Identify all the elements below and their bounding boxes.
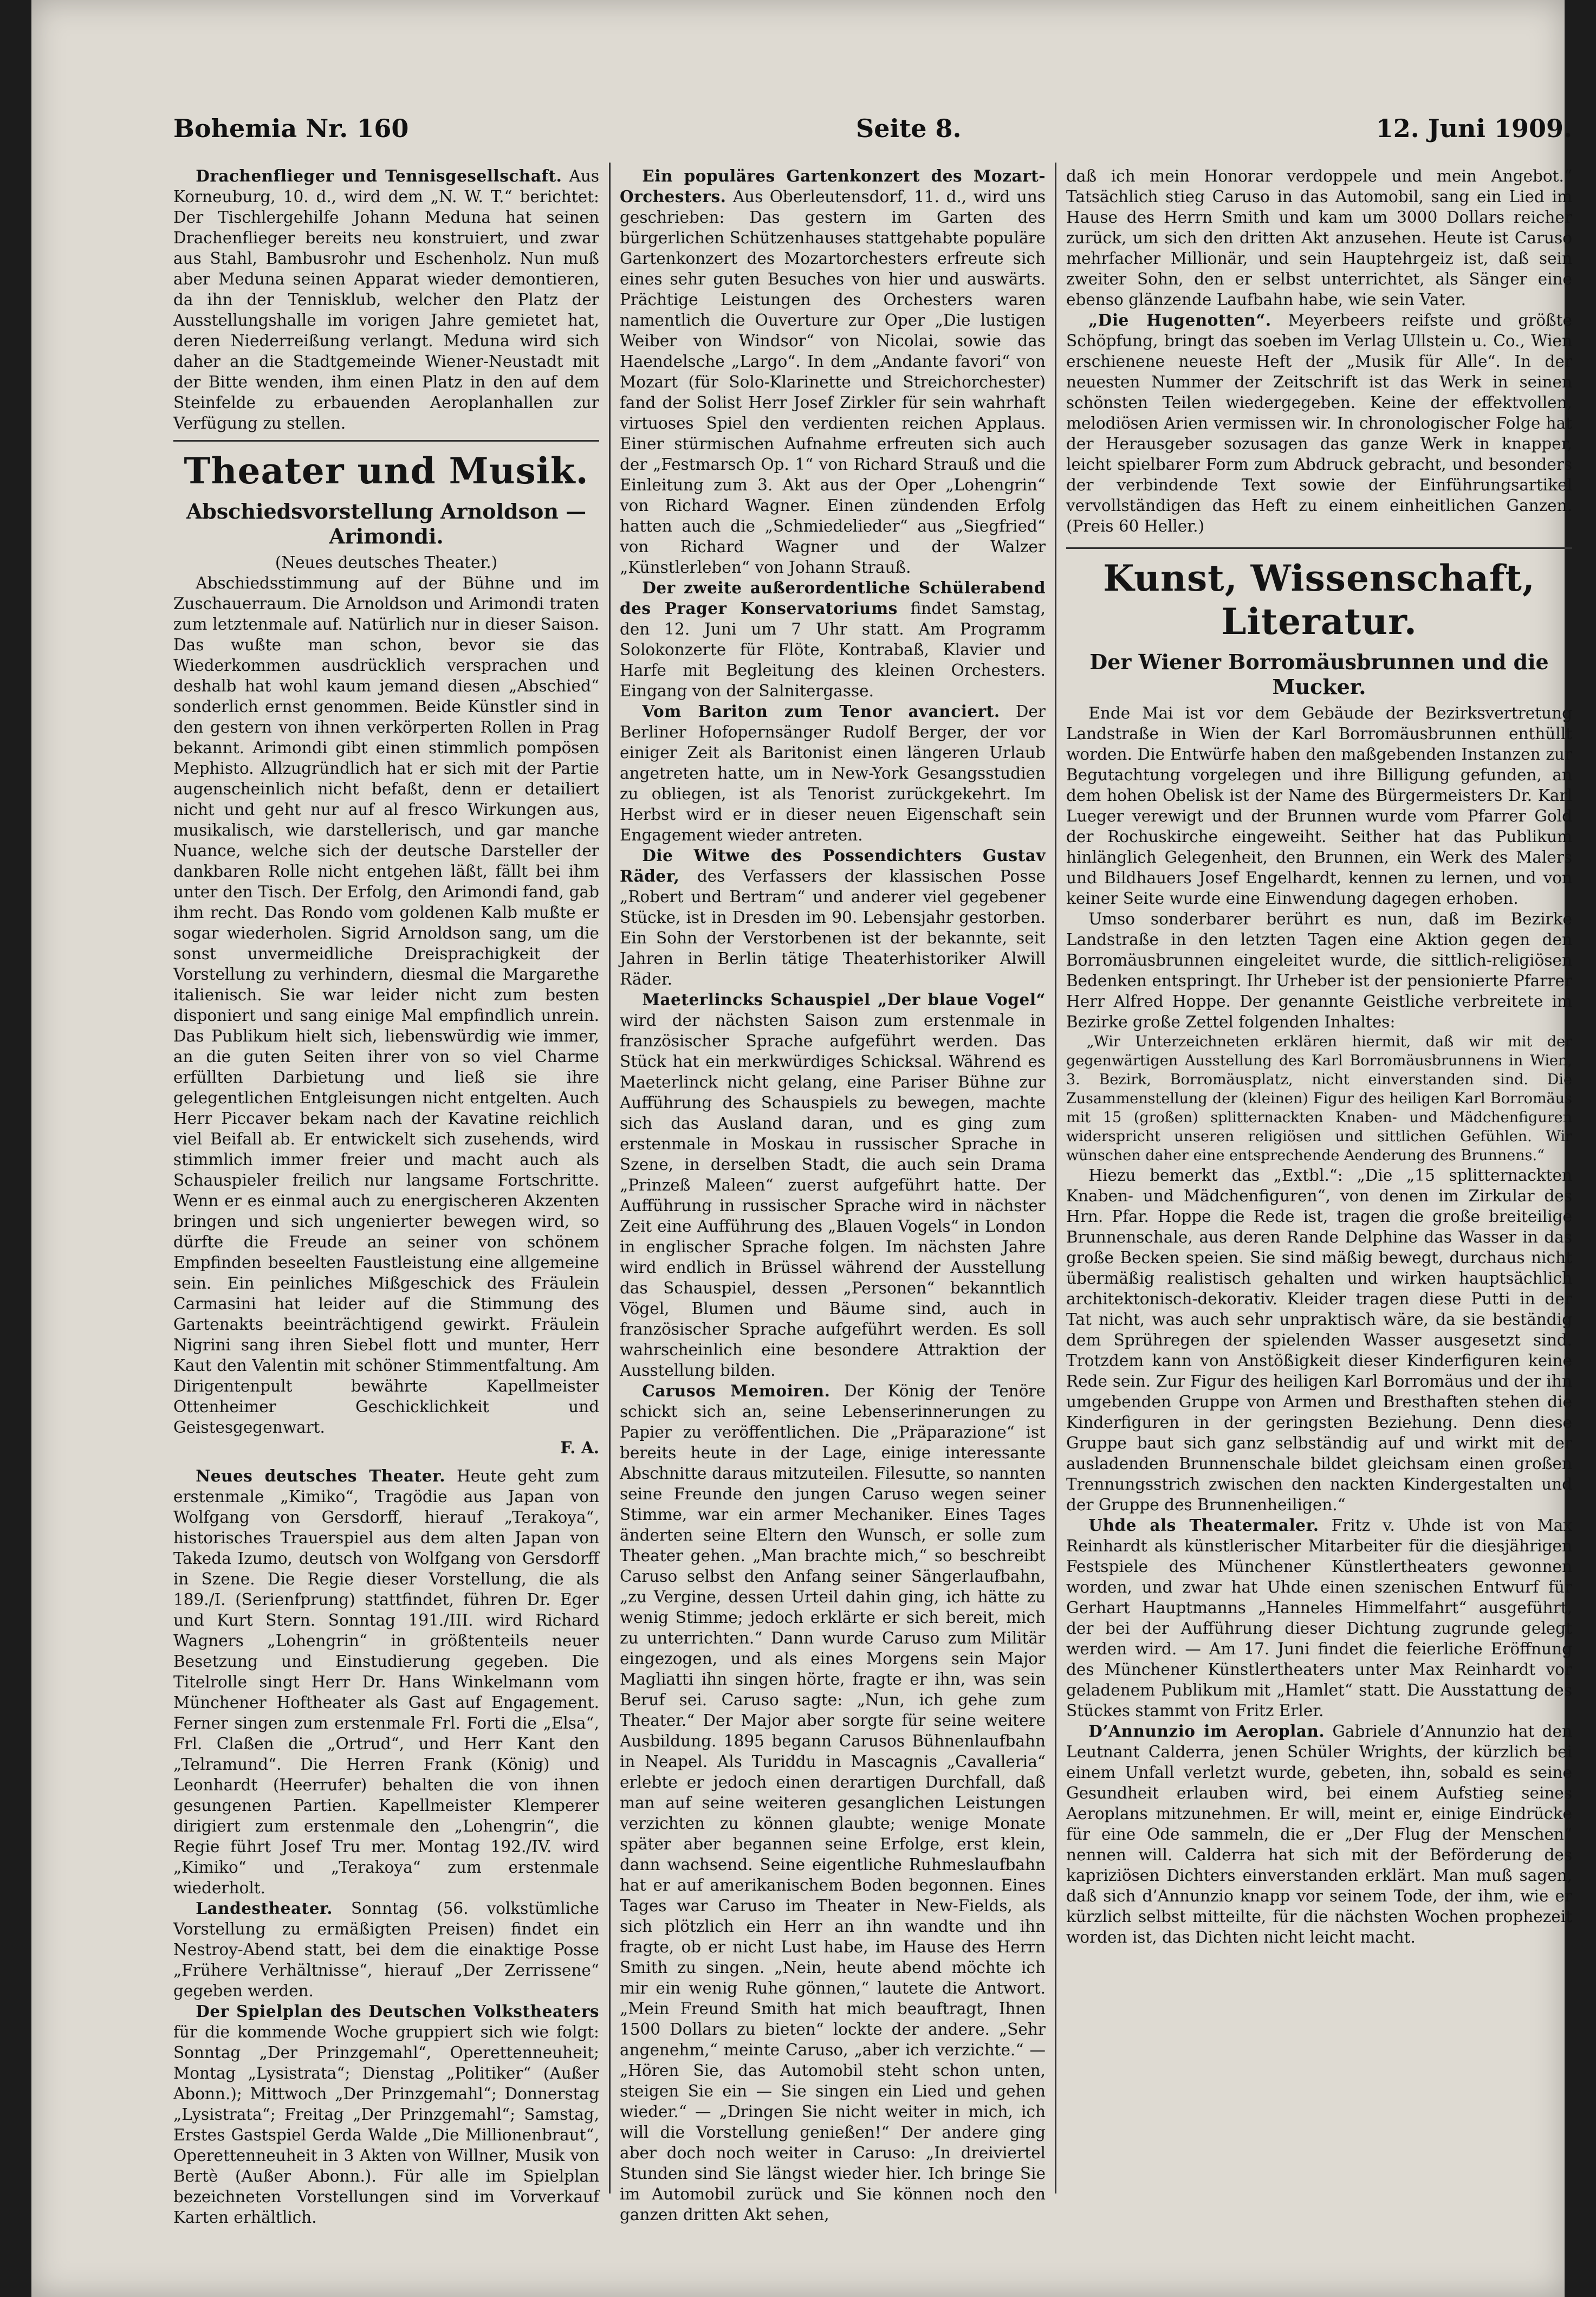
article-body-borromaeus-3: Hiezu bemerkt das „Extbl.“: „Die „15 splitternackten Knaben- und Mädchenfiguren“, von denen im Zirkular des Hrn. Pfar. Hoppe die Rede ist, tragen die große breiteilige Brunnenschale, aus deren Rande Delphine das Wasser in das große Becken speien. Sie sind mäßig bewegt, durchaus nicht übermäßig realistisch gehalten und wirken hauptsächlich architektonisch-dekorativ. Kleider tragen diese Putti in der Tat nicht, was auch sehr unpraktisch wäre, da sie beständig dem Sprühregen der spielenden Wasser ausgesetzt sind. Trotzdem kann von Anstößigkeit dieser Kinderfiguren keine Rede sein. Zur Figur des heiligen Karl Borromäus und der ihn umgebenden Gruppe von Armen und Bresthaften stehen die Kinderfiguren in der geringsten Beziehung. Denn diese Gruppe baut sich ganz selbständig auf und wirkt mit der ausladenden Brunnenschale bildet gleichsam einen großen Trennungsstrich zwischen den nackten Kindergestalten und der Gruppe des Brunnenheiligen.“ — [1066, 1166, 1572, 1514]
article-heading: Die Witwe des Possendichters Gustav Räder, — [620, 846, 1046, 885]
article-uhde — [1066, 1515, 1572, 1721]
article-drachenflieger — [173, 166, 599, 433]
column-left — [173, 166, 599, 2227]
article-quote-borromaeus: „Wir Unterzeichneten erklären hiermit, daß wir mit der gegenwärtigen Ausstellung des Karl Borromäusbrunnens in Wien, 3. Bezirk, Borromäusplatz, nicht einverstanden sind. Die Zusammenstellung der (kleinen) Figur des heiligen Karl Borromäus mit 15 (großen) splitternackten Knaben- und Mädchenfiguren widerspricht unseren religiösen und sittlichen Gefühlen. Wir wünschen daher eine entsprechende Aenderung des Brunnens.“ — [1066, 1033, 1572, 1164]
section-divider — [1066, 547, 1572, 549]
article-subtitle: (Neues deutsches Theater.) — [275, 553, 498, 572]
newspaper-page — [31, 0, 1572, 2297]
article-heading: Der Spielplan des Deutschen Volkstheaters — [196, 2002, 599, 2021]
section-divider — [173, 440, 599, 442]
article-heading: Maeterlincks Schauspiel „Der blaue Vogel“ — [642, 990, 1046, 1009]
page-header — [173, 114, 1572, 152]
article-body-borromaeus-1: Ende Mai ist vor dem Gebäude der Bezirksvertretung Landstraße in Wien der Karl Borromäusbrunnen enthüllt worden. Die Entwürfe haben den maßgebenden Instanzen zur Begutachtung vorgelegen und ihre Billigung gefunden, an dem hohen Obelisk ist der Name des Bürgermeisters Dr. Karl Lueger verewigt und der Brunnen wurde vom Pfarrer Gold der Rochuskirche eingeweiht. Seither hat das Publikum hinlänglich Gelegenheit, den Brunnen, ein Werk des Malers und Bildhauers Josef Engelhardt, kennen zu lernen, und von keiner Seite wurde eine Einwendung dagegen erhoben. — [1066, 704, 1572, 908]
article-title-borromaeus: Der Wiener Borromäusbrunnen und die Mucker. — [1089, 650, 1549, 699]
article-heading: „Die Hugenotten“. — [1088, 310, 1271, 329]
article-caruso — [620, 1381, 1046, 2225]
article-title-abschied: Abschiedsvorstellung Arnoldson — Arimondi. — [186, 499, 587, 548]
header-newspaper-issue: Bohemia Nr. 160 — [173, 114, 409, 143]
article-heading: Drachenflieger und Tennisgesellschaft. — [196, 166, 562, 185]
article-body: Sonntag (56. volkstümliche Vorstellung zu ermäßigten Preisen) findet ein Nestroy-Abend statt, bei dem die einaktige Posse „Frühere Verhältnisse“, hierauf „Der Zerrissene“ gegeben werden. — [173, 1899, 599, 2000]
article-body: Aus Oberleutensdorf, 11. d., wird uns geschrieben: Das gestern im Garten des bürgerlichen Schützenhauses stattgehabte populäre Gartenkonzert des Mozartorchesters erfreute sich eines sehr guten Besuches von hier und auswärts. Prächtige Leistungen des Orchesters waren namentlich die Ouverture zur Oper „Die lustigen Weiber von Windsor“ von Nicolai, sowie das Haendelsche „Largo“. In dem „Andante favori“ von Mozart (für Solo-Klarinette und Streichorchester) fand der Solist Herr Josef Zirkler für sein wahrhaft virtuoses Spiel den verdienten reichen Applaus. Einer stürmischen Aufnahme erfreuten sich auch der „Festmarsch Op. 1“ von Richard Strauß und die Einleitung zum 3. Akt aus der Oper „Lohengrin“ von Richard Wagner. Einen zündenden Erfolg hatten auch die „Schmiedelieder“ aus „Siegfried“ von Richard Wagner und der Walzer „Künstlerleben“ von Johann Strauß. — [620, 187, 1046, 577]
article-body: findet Samstag, den 12. Juni um 7 Uhr statt. Am Programm Solokonzerte für Flöte, Kontrabaß, Klavier und Harfe mit Begleitung des kleinen Orchesters. Eingang von der Salnitergasse. — [620, 599, 1046, 700]
article-body: Gabriele d’Annunzio hat den Leutnant Calderra, jenen Schüler Wrights, der kürzlich bei einem Unfall verletzt wurde, gebeten, ihn, sobald es seine Gesundheit erlauben wird, bei einem Aufstieg seines Aeroplans mitzunehmen. Er will, meint er, einige Eindrücke für eine Ode sammeln, die er „Der Flug der Menschen“ nennen will. Calderra hat sich mit der Beförderung des kapriziösen Dichters einverstanden erklärt. Man muß sagen, daß sich d’Annunzio knapp vor seinem Tode, der ihm, wie er kürzlich selbst mitteilte, für die nächsten Wochen prophezeit worden ist, das Dichten nicht leicht macht. — [1066, 1722, 1572, 1946]
column-rule-2 — [1055, 163, 1056, 2194]
article-body: Der König der Tenöre schickt sich an, seine Lebenserinnerungen zu Papier zu veröffentlichen. Die „Präparazione“ ist bereits heute in der Lage, einige interessante Abschnitte daraus mitzuteilen. Filesutte, so nannten seine Freunde den jungen Caruso wegen seiner Stimme, war ein armer Mechaniker. Eines Tages änderten seine Eltern den Wunsch, er solle zum Theater gehen. „Man brachte mich,“ so beschreibt Caruso selbst den Anfang seiner Sängerlaufbahn, „zu Vergine, dessen Urteil dahin ging, ich hätte zu wenig Stimme; jedoch erklärte er sich bereit, mich zu unterrichten.“ Dann wurde Caruso zum Militär eingezogen, und als eines Morgens sein Major Magliatti ihn singen hörte, fragte er ihn, was sein Beruf sei. Caruso sagte: „Nun, ich gehe zum Theater.“ Der Major aber sorgte für seine weitere Ausbildung. 1895 begann Carusos Bühnenlaufbahn in Neapel. Als Turiddu in Mascagnis „Cavalleria“ erlebte er jedoch einen derartigen Durchfall, daß man auf seine weiteren gesanglichen Leistungen verzichten zu können glaubte; wenige Monate später aber begannen seine Erfolge, erst klein, dann wachsend. Seine eigentliche Ruhmeslaufbahn hat er auf amerikanischem Boden begonnen. Eines Tages war Caruso im Theater in New-Fields, als sich plötzlich ein Herr an ihn wandte und ihn fragte, ob er nicht Lust habe, im Hause des Herrn Smith zu singen. „Nein, heute abend möchte ich mir ein wenig Ruhe gönnen,“ lautete die Antwort. „Mein Freund Smith hat mich beauftragt, Ihnen 1500 Dollars zu bieten“ lockte der andere. „Sehr angenehm,“ meinte Caruso, „aber ich verzichte.“ — „Hören Sie, das Automobil steht schon unten, steigen Sie ein — Sie singen ein Lied und gehen wieder.“ — „Dringen Sie nicht weiter in mich, ich will die Vorstellung genießen!“ Der andere ging aber doch noch weiter in Caruso: „In dreiviertel Stunden sind Sie längst wieder hier. Ich bringe Sie im Automobil zurück und Sie können noch den ganzen dritten Akt sehen, — [620, 1382, 1046, 2224]
article-witwe — [620, 845, 1046, 989]
article-heading: Neues deutsches Theater. — [196, 1466, 446, 1485]
article-heading: Uhde als Theatermaler. — [1088, 1516, 1319, 1535]
article-heading: Ein populäres Gartenkonzert des Mozart-Orchesters. — [620, 166, 1046, 206]
article-signature: F. A. — [560, 1438, 599, 1457]
article-body: Heute geht zum erstenmale „Kimiko“, Tragödie aus Japan von Wolfgang von Gersdorff, hierauf „Terakoya“, historisches Trauerspiel aus dem alten Japan von Takeda Izumo, deutsch von Wolfgang von Gersdorff in Szene. Die Regie dieser Vorstellung, die als 189./I. (Serienfprung) stattfindet, führen Dr. Eger und Kurt Stern. Sonntag 191./III. wird Richard Wagners „Lohengrin“ in größtenteils neuer Besetzung und Einstudierung gegeben. Die Titelrolle singt Herr Dr. Hans Winkelmann vom Münchener Hoftheater als Gast auf Engagement. Ferner singen zum erstenmale Frl. Forti die „Elsa“, Frl. Claßen die „Ortrud“, und Herr Kant den „Telramund“. Die Herren Frank (König) und Leonhardt (Heerrufer) behalten die von ihnen gesungenen Partien. Kapellmeister Klemperer dirigiert zum erstenmale den „Lohengrin“, die Regie führt Josef Tru mer. Montag 192./IV. wird „Kimiko“ und „Terakoya“ zum erstenmale wiederholt. — [173, 1467, 599, 1897]
article-hugenotten — [1066, 310, 1572, 536]
article-body: Fritz v. Uhde ist von Max Reinhardt als künstlerischer Mitarbeiter für die diesjährigen Festspiele des Münchener Künstlertheaters gewonnen worden, und zwar hat Uhde einen szenischen Entwurf für Gerhart Hauptmanns „Hanneles Himmelfahrt“ ausgeführt, der bei der Aufführung dieser Dichtung zugrunde gelegt werden wird. — Am 17. Juni findet die feierliche Eröffnung des Münchener Künstlertheaters unter Max Reinhardt vor geladenem Publikum mit „Hamlet“ statt. Die Ausstattung des Stückes stammt von Fritz Erler. — [1066, 1516, 1572, 1720]
section-title-kunst: Kunst, Wissenschaft, Literatur. — [1103, 557, 1535, 643]
article-heading: Der zweite außerordentliche Schülerabend des Prager Konservatoriums — [620, 578, 1046, 618]
article-caruso-continued: daß ich mein Honorar verdoppele und mein Angebot.“ Tatsächlich stieg Caruso in das Automobil, sang ein Lied im Hause des Herrn Smith und kam um 3000 Dollars reicher zurück, um sich den dritten Akt anzusehen. Heute ist Caruso mehrfacher Millionär, und sein Hauptehrgeiz ist, daß sein zweiter Sohn, den er selbst unterrichtet, als Sänger eine ebenso glänzende Laufbahn habe, wie sein Vater. — [1066, 167, 1572, 309]
column-middle — [620, 166, 1046, 2224]
column-right — [1066, 166, 1572, 2192]
article-heading: Carusos Memoiren. — [642, 1381, 831, 1400]
header-page-number: Seite 8. — [856, 114, 962, 143]
article-heading: Landestheater. — [196, 1899, 333, 1918]
article-gartenkonzert — [620, 166, 1046, 578]
article-heading: Vom Bariton zum Tenor avanciert. — [642, 702, 1000, 721]
article-bariton — [620, 701, 1046, 845]
article-neues-theater — [173, 1466, 599, 1898]
article-dannunzio — [1066, 1721, 1572, 1947]
article-maeterlinck — [620, 989, 1046, 1381]
article-body-abschied: Abschiedsstimmung auf der Bühne und im Zuschauerraum. Die Arnoldson und Arimondi traten zum letztenmale auf. Natürlich nur in dieser Saison. Das wußte man schon, bevor sie das Wiederkommen ausdrücklich versprachen und deshalb hat wohl kaum jemand diesen „Abschied“ sonderlich ernst genommen. Beide Künstler sind in den gestern von ihnen verkörperten Rollen in Prag bekannt. Arimondi gibt einen stimmlich pompösen Mephisto. Allzugründlich hat er sich mit der Partie augenscheinlich nicht befaßt, denn er detailiert nicht und geht nur auf al fresco Wirkungen aus, musikalisch, wie darstellerisch, und gar manche Nuance, welche sich der deutsche Darsteller der dankbaren Rolle nicht entgehen läßt, fällt bei ihm unter den Tisch. Der Erfolg, den Arimondi fand, gab ihm recht. Das Rondo vom goldenen Kalb mußte er sogar wiederholen. Sigrid Arnoldson sang, um die sonst unvermeidliche Dreisprachigkeit der Vorstellung zu verhindern, diesmal die Margarethe italienisch. Sie war leider nicht zum besten disponiert und sang einige Mal empfindlich unrein. Das Publikum hielt sich, liebenswürdig wie immer, an die guten Seiten ihrer von so viel Charme erfüllten Darbietung und ließ sie ihre gelegentlichen Entgleisungen nicht entgelten. Auch Herr Piccaver bekam nach der Kavatine reichlich viel Beifall ab. Er entwickelt sich zusehends, wird stimmlich immer freier und macht auch als Schauspieler freilich nur langsame Fortschritte. Wenn er es einmal auch zu energischeren Akzenten bringen und sich ungenierter bewegen wird, so dürfte die Freude an seiner von schönem Empfinden beseelten Faustleistung eine allgemeine sein. Ein peinliches Mißgeschick des Fräulein Carmasini hat leider auf die Stimmung des Gartenakts beeinträchtigend gewirkt. Fräulein Nigrini sang ihren Siebel flott und munter, Herr Kaut den Valentin mit schöner Stimmentfaltung. Am Dirigentenpult bewährte Kapellmeister Ottenheimer Geschicklichkeit und Geistesgegenwart. — [173, 574, 599, 1437]
article-body: des Verfassers der klassischen Posse „Robert und Bertram“ und anderer viel gegebener Stücke, ist in Dresden im 90. Lebensjahr gestorben. Ein Sohn der Verstorbenen ist der bekannte, seit Jahren in Berlin tätige Theaterhistoriker Alwill Räder. — [620, 867, 1046, 988]
article-body: Aus Korneuburg, 10. d., wird dem „N. W. T.“ berichtet: Der Tischlergehilfe Johann Meduna hat seinen Drachenflieger bereits neu konstruiert, und zwar aus Stahl, Bambusrohr und Eschenholz. Nun muß aber Meduna seinen Apparat wieder demontieren, da ihn der Tennisklub, welcher den Platz der Ausstellungshalle im vorigen Jahre gemietet hat, deren Niederreißung verlangt. Meduna wird sich daher an die Stadtgemeinde Wiener-Neustadt mit der Bitte wenden, ihm einen Platz in den auf dem Steinfelde zu erbauenden Aeroplanhallen zur Verfügung zu stellen. — [173, 167, 599, 432]
article-schuelerabend — [620, 578, 1046, 701]
article-body-borromaeus-2: Umso sonderbarer berührt es nun, daß im Bezirke Landstraße in den letzten Tagen eine Aktion gegen den Borromäusbrunnen eingeleitet wurde, die sittlich-religiösen Bedenken entspringt. Ihr Urheber ist der pensionierte Pfarrer Herr Alfred Hoppe. Der genannte Geistliche verbreitete im Bezirke große Zettel folgenden Inhaltes: — [1066, 910, 1572, 1031]
section-title-theater: Theater und Musik. — [184, 450, 589, 492]
header-date: 12. Juni 1909. — [1376, 114, 1572, 143]
article-heading: D’Annunzio im Aeroplan. — [1088, 1722, 1325, 1740]
article-body: Meyerbeers reifste und größte Schöpfung, bringt das soeben im Verlag Ullstein u. Co., Wien erschienene neueste Heft der „Musik für Alle“. In der neuesten Nummer der Zeitschrift ist das Werk in seinen schönsten Teilen wiedergegeben. Keine der effektvollen, melodiösen Arien vermissen wir. In chronologischer Folge hat der Herausgeber sozusagen das ganze Werk in knapper, leicht spielbarer Form zum Abdruck gebracht, und besonders der verbindende Text sowie der Einführungsartikel vervollständigen das Heft zu einem einheitlichen Ganzen. (Preis 60 Heller.) — [1066, 311, 1572, 535]
article-spielplan — [173, 2001, 599, 2228]
article-body: für die kommende Woche gruppiert sich wie folgt: Sonntag „Der Prinzgemahl“, Operettenneuheit; Montag „Lysistrata“; Dienstag „Politiker“ (Außer Abonn.); Mittwoch „Der Prinzgemahl“; Donnerstag „Lysistrata“; Freitag „Der Prinzgemahl“; Samstag, Erstes Gastspiel Gerda Walde „Die Millionenbraut“, Operettenneuheit in 3 Akten von Willner, Musik von Bertè (Außer Abonn.). Für alle im Spielplan bezeichneten Vorstellungen sind im Vorverkauf Karten erhältlich. — [173, 2023, 599, 2227]
article-body: wird der nächsten Saison zum erstenmale in französischer Sprache aufgeführt werden. Das Stück hat ein merkwürdiges Schicksal. Während es Maeterlinck nicht gelang, eine Pariser Bühne zur Aufführung des Schauspiels zu bewegen, machte sich das Ausland daran, und es ging zum erstenmale in Moskau in russischer Sprache in Szene, in derselben Stadt, die auch sein Drama „Prinzeß Maleen“ zuerst aufgeführt hatte. Der Aufführung in russischer Sprache wird in nächster Zeit eine Aufführung des „Blauen Vogels“ in London in englischer Sprache folgen. Im nächsten Jahre wird endlich in Brüssel während der Ausstellung das Schauspiel, dessen „Personen“ bekanntlich Vögel, Blumen und Bäume sind, auch in französischer Sprache aufgeführt werden. Es soll wahrscheinlich eine besondere Attraktion der Ausstellung bilden. — [620, 1011, 1046, 1380]
article-body: Der Berliner Hofopernsänger Rudolf Berger, der vor einiger Zeit als Baritonist einen längeren Urlaub angetreten hatte, um in New-York Gesangsstudien zu obliegen, ist als Tenorist zurückgekehrt. Im Herbst wird er in dieser neuen Eigenschaft sein Engagement wieder antreten. — [620, 702, 1046, 844]
column-rule-1 — [609, 163, 611, 2194]
article-landestheater — [173, 1898, 599, 2001]
